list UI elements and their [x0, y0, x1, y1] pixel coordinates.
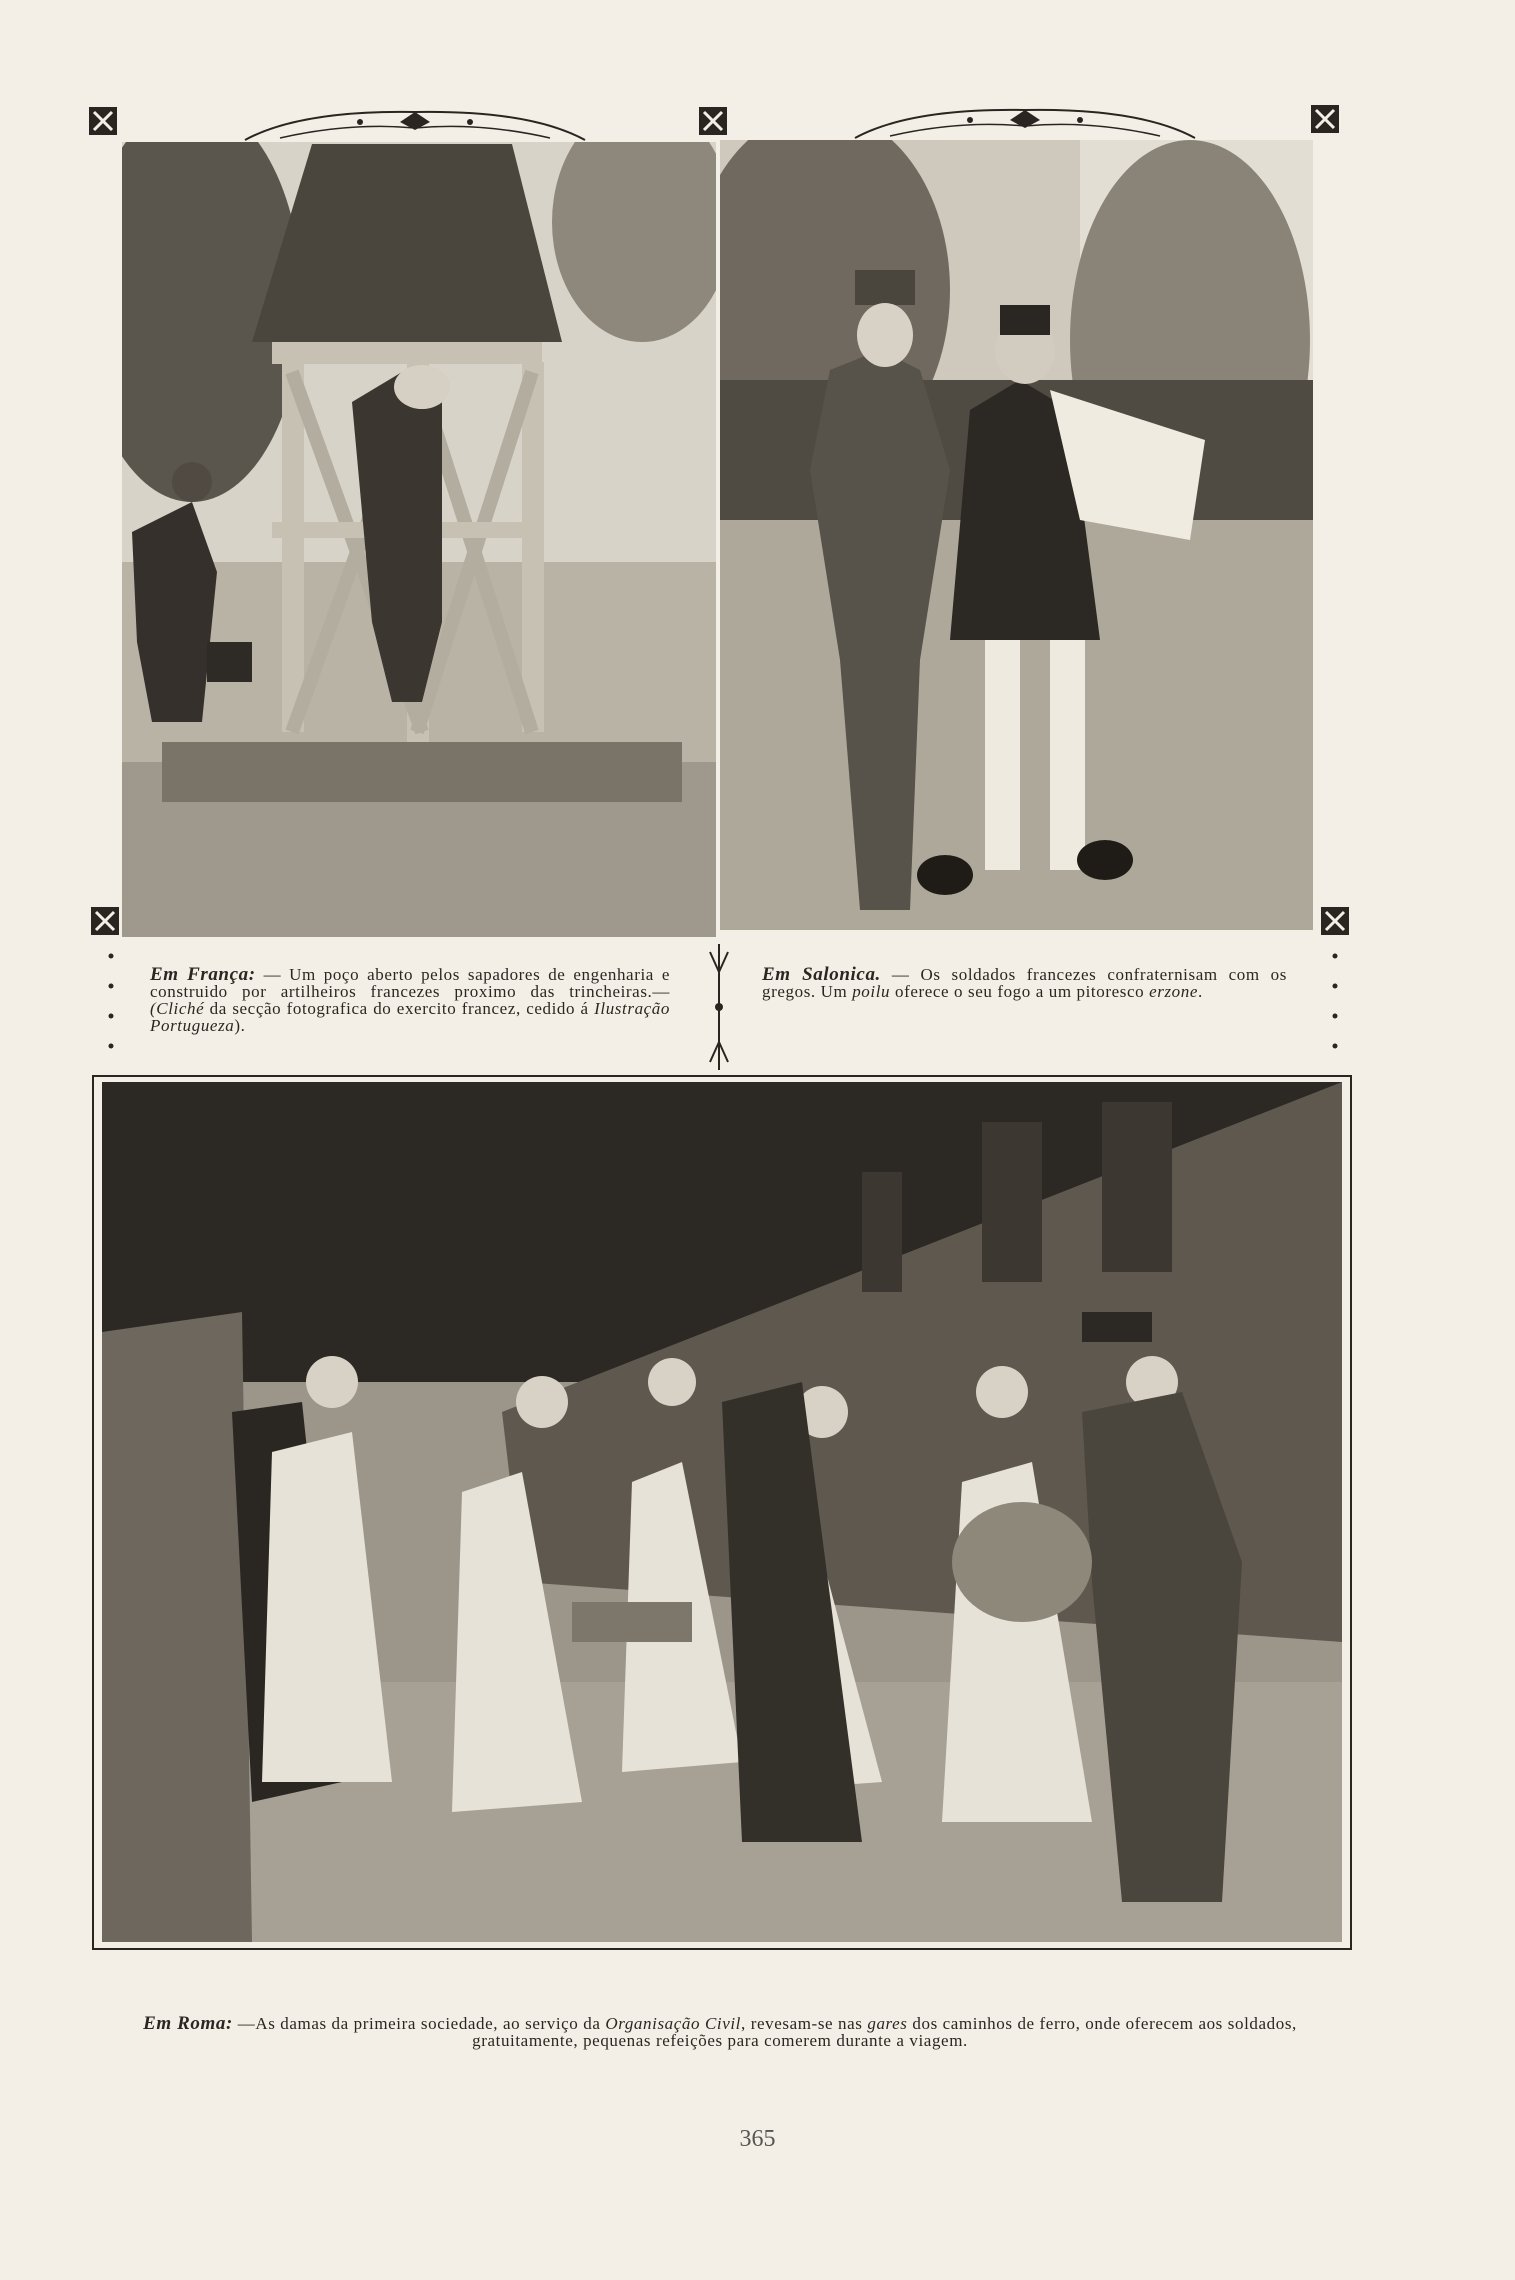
- caption-salonica: [762, 966, 1287, 1000]
- caption-france-lead: Em França:: [150, 964, 256, 985]
- right-dotted-border-icon: [1332, 946, 1338, 1066]
- caption-rome-lead: Em Roma:: [143, 2013, 233, 2034]
- caption-france-credit-text: da secção fotografica do exercito francez, cedido á: [209, 999, 589, 1018]
- caption-salonica-lead: Em Salonica.: [762, 964, 881, 985]
- corner-ornament-icon: [698, 106, 728, 136]
- page-number: 365: [739, 2126, 776, 2152]
- rome-frame-top: [92, 1075, 1352, 1077]
- corner-ornament-icon: [90, 906, 120, 936]
- rome-frame-bottom: [92, 1948, 1352, 1950]
- caption-france-credit-prefix: (Cliché: [150, 999, 205, 1018]
- rome-frame-right: [1350, 1075, 1352, 1950]
- salonica-scene-image: [720, 140, 1313, 930]
- rome-station-scene-image: [102, 1082, 1342, 1942]
- caption-france: [150, 966, 670, 1034]
- caption-rome: [100, 2015, 1340, 2049]
- caption-france-text: — Um poço aberto pelos sapadores de engenharia e construido por artilheiros francezes proximo das trincheiras.—: [150, 965, 670, 1001]
- caption-rome-text-1: —As damas da primeira sociedade, ao serviço da: [237, 2014, 601, 2033]
- corner-ornament-icon: [88, 106, 118, 136]
- photo-rome-station: [102, 1082, 1342, 1942]
- corner-ornament-icon: [1310, 104, 1340, 134]
- caption-rome-text-3: dos caminhos de ferro, onde oferecem aos soldados, gratuitamente, pequenas refeições para comerem durante a viagem.: [472, 2014, 1297, 2050]
- caption-rome-text-2: , revesam-se nas: [741, 2014, 863, 2033]
- caption-france-credit-source: Ilustração Portugueza: [150, 999, 671, 1035]
- caption-france-credit-end: ).: [234, 1016, 246, 1035]
- caption-rome-org: Organisação Civil: [605, 2014, 742, 2033]
- caption-salonica-text-2: oferece o seu fogo a um pitoresco: [895, 982, 1145, 1001]
- corner-ornament-icon: [1320, 906, 1350, 936]
- caption-divider-ornament-icon: [706, 942, 732, 1072]
- left-dotted-border-icon: [108, 946, 114, 1066]
- caption-salonica-erzone: erzone: [1149, 982, 1199, 1001]
- rome-frame-left: [92, 1075, 94, 1950]
- well-scene-image: [122, 142, 716, 937]
- caption-salonica-poilu: poilu: [852, 982, 891, 1001]
- photo-france-well: [122, 142, 716, 937]
- caption-salonica-text-1: — Os soldados francezes confraternisam com os gregos. Um: [762, 965, 1287, 1001]
- caption-rome-gares: gares: [867, 2014, 908, 2033]
- photo-salonica: [720, 140, 1313, 930]
- caption-salonica-text-3: .: [1198, 982, 1203, 1001]
